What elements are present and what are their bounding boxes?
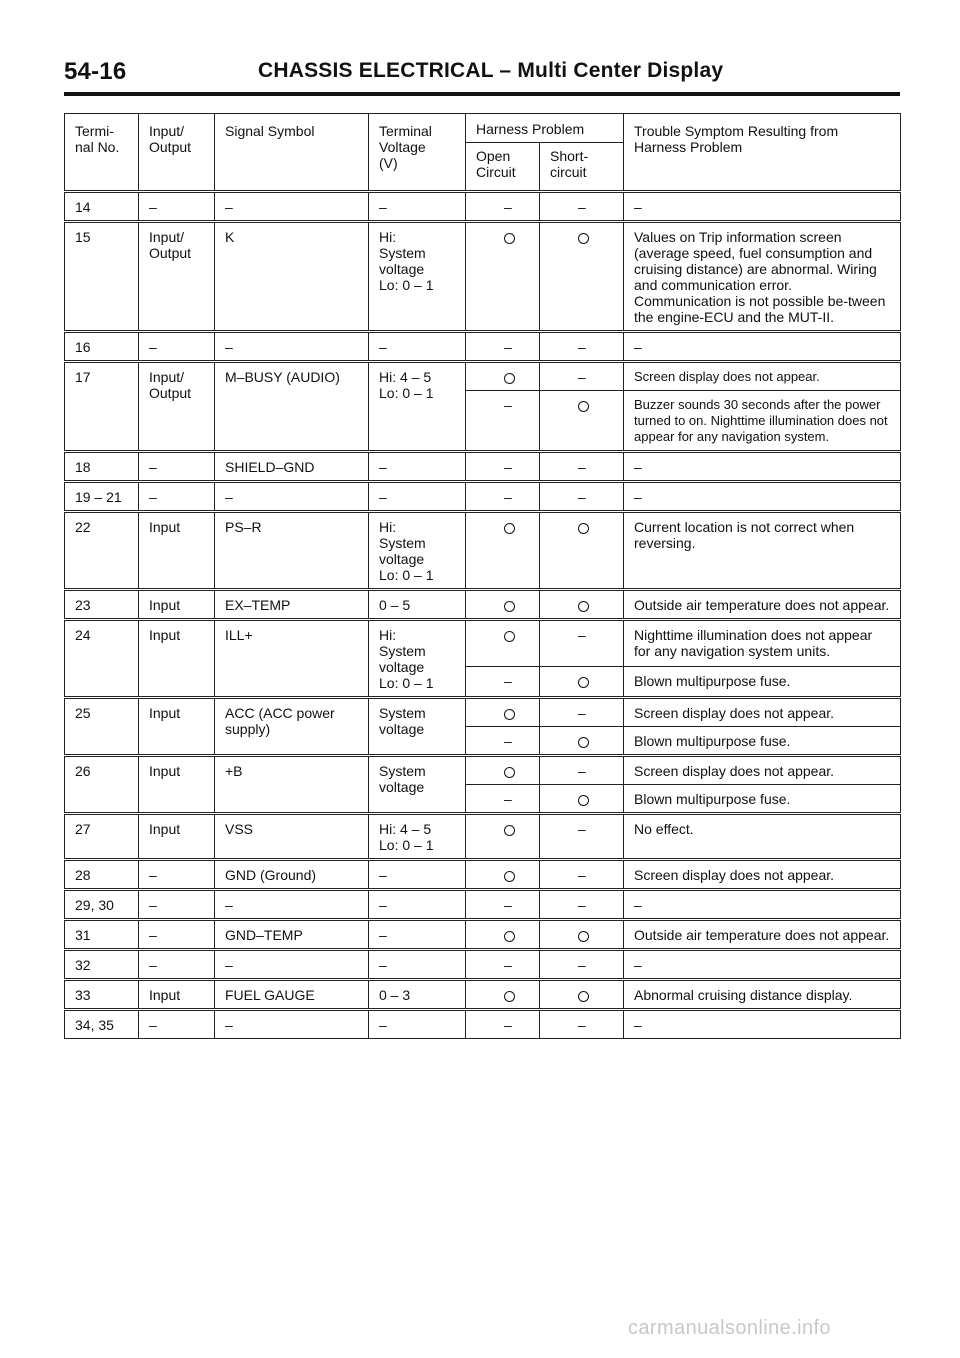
cell-symptom: No effect.: [624, 814, 901, 860]
cell-voltage: Hi: 4 – 5 Lo: 0 – 1: [369, 362, 466, 452]
cell-voltage: –: [369, 920, 466, 950]
cell-io: –: [139, 192, 215, 222]
cell-mark: –: [504, 397, 512, 413]
cell-short: [540, 332, 624, 362]
cell-open: [466, 756, 540, 785]
cell-voltage: System voltage: [369, 698, 466, 756]
col-symptom-header: Trouble Symptom Resulting from Harness Problem: [624, 114, 901, 192]
cell-mark: [578, 601, 589, 612]
cell-mark: –: [578, 199, 586, 215]
cell-terminal: 24: [65, 620, 139, 698]
table-row: [65, 332, 901, 362]
cell-symptom: Screen display does not appear.: [624, 698, 901, 727]
cell-terminal: 18: [65, 452, 139, 482]
cell-mark: –: [578, 867, 586, 883]
cell-short: [540, 452, 624, 482]
cell-io: –: [139, 332, 215, 362]
cell-short: [540, 192, 624, 222]
cell-signal: –: [215, 332, 369, 362]
cell-symptom: Screen display does not appear.: [624, 756, 901, 785]
cell-terminal: 26: [65, 756, 139, 814]
cell-mark: –: [578, 763, 586, 779]
cell-mark: –: [504, 791, 512, 807]
cell-voltage: Hi: System voltage Lo: 0 – 1: [369, 512, 466, 590]
cell-short: [540, 698, 624, 727]
cell-io: Input/ Output: [139, 362, 215, 452]
cell-mark: –: [504, 459, 512, 475]
cell-terminal: 23: [65, 590, 139, 620]
cell-short: [540, 860, 624, 890]
cell-mark: [504, 631, 515, 642]
cell-symptom: –: [624, 890, 901, 920]
cell-short: [540, 890, 624, 920]
cell-signal: M–BUSY (AUDIO): [215, 362, 369, 452]
cell-symptom: Blown multipurpose fuse.: [624, 667, 901, 698]
cell-io: Input: [139, 512, 215, 590]
cell-io: Input: [139, 980, 215, 1010]
cell-open: [466, 785, 540, 814]
cell-io: Input: [139, 698, 215, 756]
cell-io: –: [139, 920, 215, 950]
cell-symptom: Outside air temperature does not appear.: [624, 590, 901, 620]
cell-open: [466, 980, 540, 1010]
cell-signal: –: [215, 482, 369, 512]
cell-voltage: –: [369, 192, 466, 222]
cell-mark: [504, 523, 515, 534]
cell-voltage: System voltage: [369, 756, 466, 814]
cell-terminal: 33: [65, 980, 139, 1010]
table-row: [65, 192, 901, 222]
cell-short: [540, 727, 624, 756]
cell-mark: [504, 871, 515, 882]
cell-mark: [578, 931, 589, 942]
table-row: [65, 452, 901, 482]
cell-signal: –: [215, 950, 369, 980]
cell-io: –: [139, 950, 215, 980]
cell-mark: –: [504, 733, 512, 749]
cell-terminal: 14: [65, 192, 139, 222]
cell-open: [466, 814, 540, 860]
terminal-table: [64, 113, 901, 1039]
cell-short: [540, 950, 624, 980]
cell-terminal: 32: [65, 950, 139, 980]
cell-io: –: [139, 860, 215, 890]
cell-open: [466, 860, 540, 890]
cell-voltage: –: [369, 482, 466, 512]
cell-mark: [578, 523, 589, 534]
cell-mark: –: [578, 1017, 586, 1033]
cell-open: [466, 950, 540, 980]
col-voltage-header: Terminal Voltage (V): [369, 114, 466, 192]
cell-symptom: –: [624, 452, 901, 482]
cell-signal: GND–TEMP: [215, 920, 369, 950]
cell-signal: –: [215, 890, 369, 920]
cell-mark: [578, 233, 589, 244]
table-body: [65, 192, 901, 1039]
page-number: 54-16: [64, 58, 127, 85]
cell-short: [540, 362, 624, 391]
cell-signal: –: [215, 192, 369, 222]
cell-short: [540, 1010, 624, 1039]
cell-open: [466, 698, 540, 727]
cell-voltage: –: [369, 452, 466, 482]
cell-short: [540, 756, 624, 785]
cell-mark: –: [578, 459, 586, 475]
table-row: [65, 890, 901, 920]
cell-voltage: –: [369, 950, 466, 980]
cell-signal: FUEL GAUGE: [215, 980, 369, 1010]
cell-voltage: –: [369, 890, 466, 920]
cell-signal: SHIELD–GND: [215, 452, 369, 482]
table-row: [65, 362, 901, 391]
cell-mark: –: [504, 957, 512, 973]
table-row: [65, 950, 901, 980]
cell-terminal: 22: [65, 512, 139, 590]
cell-open: [466, 727, 540, 756]
cell-open: [466, 890, 540, 920]
cell-signal: ILL+: [215, 620, 369, 698]
cell-short: [540, 222, 624, 332]
cell-short: [540, 920, 624, 950]
cell-mark: –: [504, 339, 512, 355]
col-signal-header: Signal Symbol: [215, 114, 369, 192]
cell-terminal: 27: [65, 814, 139, 860]
col-io-header: Input/ Output: [139, 114, 215, 192]
cell-mark: [504, 931, 515, 942]
table-row: [65, 590, 901, 620]
cell-voltage: –: [369, 860, 466, 890]
cell-open: [466, 332, 540, 362]
cell-mark: –: [504, 199, 512, 215]
cell-symptom: –: [624, 950, 901, 980]
cell-io: Input: [139, 756, 215, 814]
cell-open: [466, 1010, 540, 1039]
cell-mark: –: [504, 673, 512, 690]
cell-open: [466, 920, 540, 950]
cell-mark: –: [504, 489, 512, 505]
cell-mark: –: [578, 339, 586, 355]
cell-symptom: –: [624, 482, 901, 512]
cell-short: [540, 391, 624, 452]
cell-symptom: Screen display does not appear.: [624, 860, 901, 890]
cell-io: Input: [139, 620, 215, 698]
cell-short: [540, 980, 624, 1010]
table-header: [65, 114, 901, 192]
table-row: [65, 814, 901, 860]
cell-terminal: 25: [65, 698, 139, 756]
cell-symptom: Blown multipurpose fuse.: [624, 785, 901, 814]
cell-symptom: Values on Trip information screen (average speed, fuel consumption and cruising distance) are abnormal. Wiring and communication error. Communication is not possible be-tween the engine-ECU and the MUT-II.: [624, 222, 901, 332]
cell-symptom: –: [624, 332, 901, 362]
cell-symptom: Nighttime illumination does not appear for any navigation system units.: [624, 620, 901, 667]
cell-io: –: [139, 482, 215, 512]
col-terminal-header: Termi- nal No.: [65, 114, 139, 192]
cell-voltage: –: [369, 332, 466, 362]
cell-open: [466, 667, 540, 698]
cell-short: [540, 590, 624, 620]
cell-open: [466, 590, 540, 620]
cell-signal: +B: [215, 756, 369, 814]
cell-mark: [578, 737, 589, 748]
cell-mark: –: [578, 897, 586, 913]
cell-open: [466, 391, 540, 452]
cell-open: [466, 222, 540, 332]
cell-mark: [504, 373, 515, 384]
cell-mark: [504, 601, 515, 612]
cell-signal: EX–TEMP: [215, 590, 369, 620]
cell-signal: GND (Ground): [215, 860, 369, 890]
cell-signal: VSS: [215, 814, 369, 860]
cell-short: [540, 512, 624, 590]
cell-io: Input: [139, 590, 215, 620]
cell-symptom: –: [624, 192, 901, 222]
cell-terminal: 15: [65, 222, 139, 332]
cell-mark: –: [504, 1017, 512, 1033]
cell-mark: –: [578, 705, 586, 721]
cell-open: [466, 192, 540, 222]
table-row: [65, 698, 901, 727]
cell-symptom: Buzzer sounds 30 seconds after the power turned to on. Nighttime illumination does not appear for any navigation system.: [624, 391, 901, 452]
page-title: CHASSIS ELECTRICAL – Multi Center Display: [258, 59, 724, 82]
table-row: [65, 482, 901, 512]
cell-io: –: [139, 890, 215, 920]
col-short-header: Short- circuit: [540, 143, 624, 192]
page-header: [64, 58, 900, 88]
table-row: [65, 980, 901, 1010]
cell-mark: –: [504, 897, 512, 913]
cell-mark: [578, 991, 589, 1002]
cell-voltage: Hi: System voltage Lo: 0 – 1: [369, 222, 466, 332]
cell-open: [466, 452, 540, 482]
cell-signal: –: [215, 1010, 369, 1039]
cell-mark: –: [578, 957, 586, 973]
cell-symptom: Screen display does not appear.: [624, 362, 901, 391]
cell-short: [540, 482, 624, 512]
cell-voltage: –: [369, 1010, 466, 1039]
cell-symptom: Abnormal cruising distance display.: [624, 980, 901, 1010]
table-row: [65, 620, 901, 667]
cell-mark: [578, 401, 589, 412]
cell-mark: [504, 991, 515, 1002]
cell-signal: K: [215, 222, 369, 332]
cell-open: [466, 362, 540, 391]
cell-terminal: 31: [65, 920, 139, 950]
cell-io: Input/ Output: [139, 222, 215, 332]
cell-short: [540, 785, 624, 814]
cell-io: –: [139, 1010, 215, 1039]
col-open-header: Open Circuit: [466, 143, 540, 192]
cell-symptom: –: [624, 1010, 901, 1039]
cell-terminal: 16: [65, 332, 139, 362]
cell-open: [466, 620, 540, 667]
cell-voltage: Hi: 4 – 5 Lo: 0 – 1: [369, 814, 466, 860]
cell-mark: [504, 233, 515, 244]
cell-terminal: 19 – 21: [65, 482, 139, 512]
cell-terminal: 34, 35: [65, 1010, 139, 1039]
cell-symptom: Blown multipurpose fuse.: [624, 727, 901, 756]
table-row: [65, 512, 901, 590]
table-row: [65, 1010, 901, 1039]
cell-voltage: 0 – 3: [369, 980, 466, 1010]
cell-signal: PS–R: [215, 512, 369, 590]
cell-short: [540, 667, 624, 698]
cell-voltage: Hi: System voltage Lo: 0 – 1: [369, 620, 466, 698]
table-row: [65, 222, 901, 332]
cell-short: [540, 620, 624, 667]
cell-mark: [578, 795, 589, 806]
cell-short: [540, 814, 624, 860]
cell-open: [466, 512, 540, 590]
cell-io: Input: [139, 814, 215, 860]
cell-mark: [504, 709, 515, 720]
header-rule: [64, 92, 900, 96]
cell-open: [466, 482, 540, 512]
cell-terminal: 17: [65, 362, 139, 452]
cell-mark: [578, 677, 589, 688]
cell-symptom: Outside air temperature does not appear.: [624, 920, 901, 950]
cell-terminal: 28: [65, 860, 139, 890]
cell-mark: –: [578, 821, 586, 837]
table-row: [65, 756, 901, 785]
cell-mark: –: [578, 627, 586, 643]
cell-mark: –: [578, 489, 586, 505]
cell-signal: ACC (ACC power supply): [215, 698, 369, 756]
watermark: carmanualsonline.info: [628, 1317, 831, 1339]
cell-voltage: 0 – 5: [369, 590, 466, 620]
cell-terminal: 29, 30: [65, 890, 139, 920]
cell-io: –: [139, 452, 215, 482]
cell-mark: [504, 767, 515, 778]
table-row: [65, 920, 901, 950]
col-harness-header: Harness Problem: [466, 114, 624, 143]
table-row: [65, 860, 901, 890]
cell-symptom: Current location is not correct when reversing.: [624, 512, 901, 590]
cell-mark: –: [578, 369, 586, 385]
cell-mark: [504, 825, 515, 836]
